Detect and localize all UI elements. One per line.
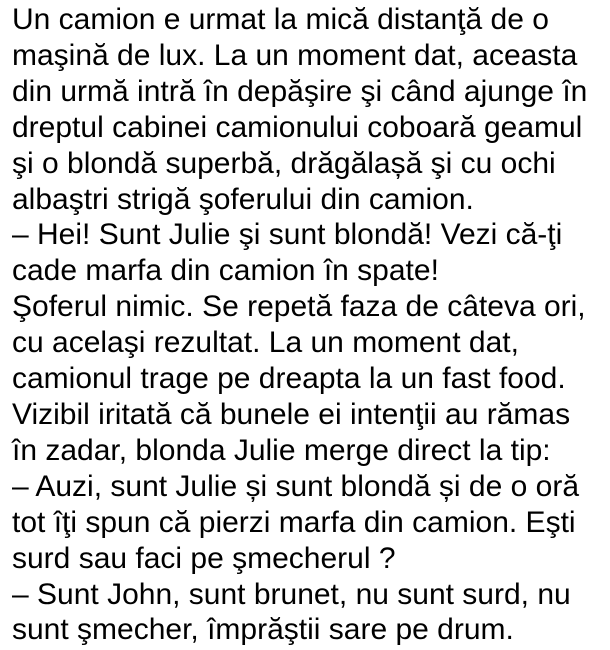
text-line-2: maşină de lux. La un moment dat, aceasta (12, 38, 578, 72)
text-line-6: albaştri strigă şoferului din camion. (12, 182, 474, 216)
text-line-8: cade marfa din camion în spate! (12, 254, 439, 288)
text-line-14: – Auzi, sunt Julie și sunt blondă și de o oră (12, 469, 580, 503)
text-line-10: cu acelaşi rezultat. La un moment dat, (12, 326, 519, 360)
text-line-11: camionul trage pe dreapta la un fast food. (12, 362, 566, 396)
text-line-7: – Hei! Sunt Julie şi sunt blondă! Vezi că-ţi (12, 218, 563, 252)
text-line-5: şi o blondă superbă, drăgălașă şi cu ochi (12, 146, 556, 180)
text-line-15: tot îţi spun că pierzi marfa din camion. Eşti (12, 505, 576, 539)
text-line-16: surd sau faci pe şmecherul ? (12, 541, 396, 575)
text-line-18: sunt şmecher, împrăştii sare pe drum. (12, 613, 514, 647)
text-line-13: în zadar, blonda Julie merge direct la tip: (12, 433, 551, 467)
text-line-4: dreptul cabinei camionului coboară geamul (12, 110, 583, 144)
text-line-17: – Sunt John, sunt brunet, nu sunt surd, nu (12, 577, 571, 611)
text-line-12: Vizibil iritată că bunele ei intenţii au rămas (12, 397, 571, 431)
text-line-1: Un camion e urmat la mică distanţă de o (12, 3, 549, 36)
text-line-9: Şoferul nimic. Se repetă faza de câteva ori, (12, 290, 586, 324)
text-line-3: din urmă intră în depăşire şi când ajunge în (12, 74, 588, 108)
